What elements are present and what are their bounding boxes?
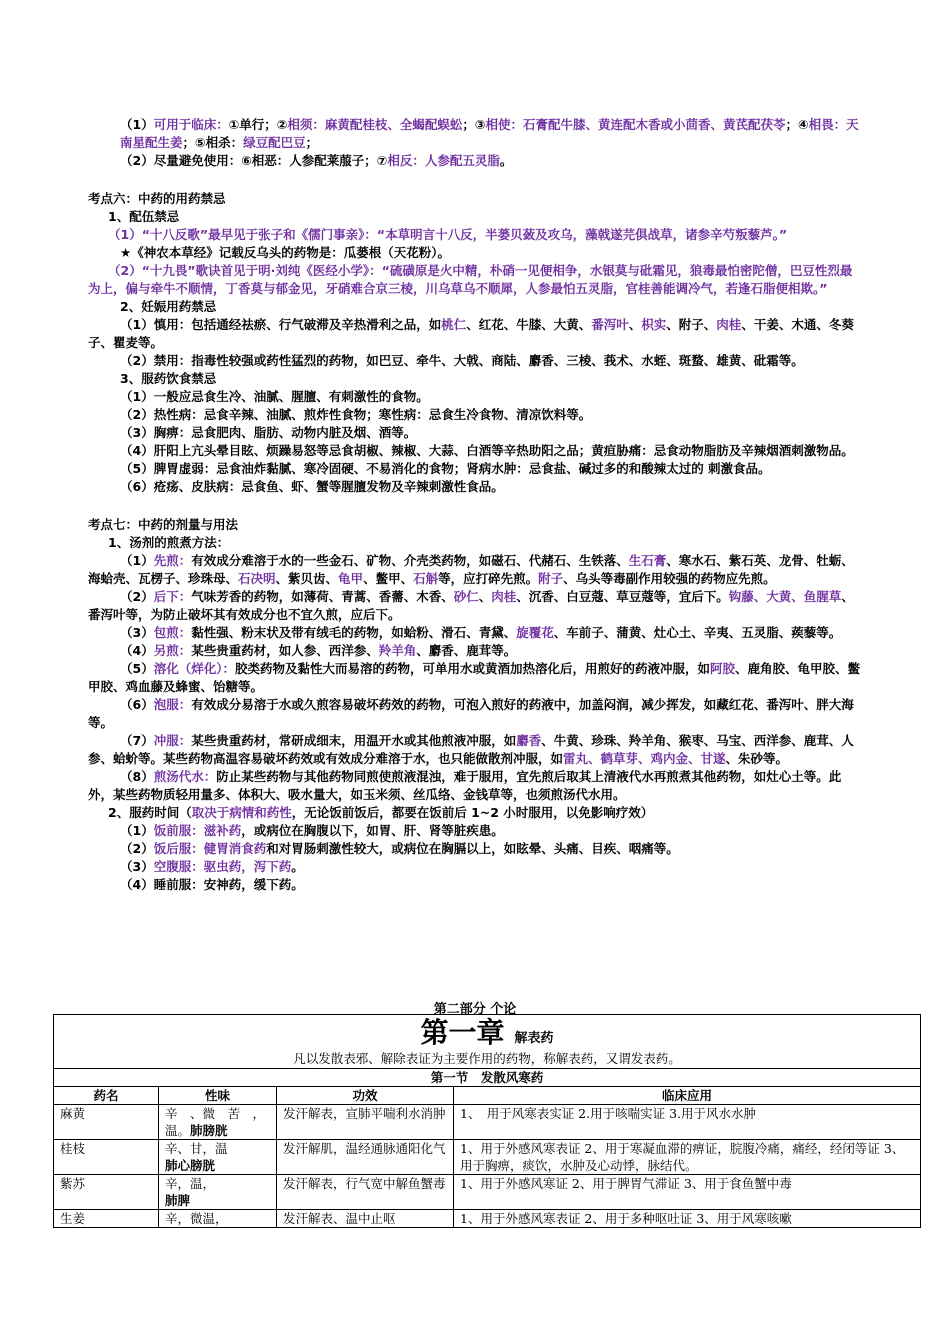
text: （1） [120, 823, 154, 838]
highlight: 另煎： [153, 643, 192, 658]
highlight: 桃仁 [441, 317, 467, 332]
paragraph [88, 552, 864, 588]
herb-use: 1、用于外感风寒表证 2、用于寒凝血滞的痹证，脘腹冷痛，痛经，经闭等证 3、用于胸痹，痰饮，水肿及心动悸，脉结代。 [454, 1140, 921, 1175]
highlight: 石决明 [238, 571, 276, 586]
herb-name: 紫苏 [54, 1175, 159, 1210]
header-cell: 临床应用 [454, 1087, 921, 1105]
highlight: 羚羊角 [378, 643, 417, 658]
highlight: 石斛 [413, 571, 439, 586]
text: （7） [120, 733, 154, 748]
table-row [54, 1140, 921, 1175]
paragraph: （5）脾胃虚弱：忌食油炸黏腻、寒冷固硬、不易消化的食物；肾病水肿：忌食盐、碱过多的和酸辣太过的 刺激食品。 [120, 461, 771, 476]
text: 、干姜、木通、冬葵子、瞿麦等。 [88, 317, 854, 350]
highlight: 饭前服：滋补药 [153, 823, 242, 838]
subheading: 1、汤剂的煎煮方法： [108, 535, 230, 550]
herb-taste [159, 1105, 277, 1140]
herb-taste [159, 1175, 277, 1210]
text: （2） [120, 589, 154, 604]
text: 、红花、牛膝、大黄、 [466, 317, 592, 332]
text: 、鳖甲、 [363, 571, 414, 586]
highlight: 麝香 [516, 733, 542, 748]
text: 、 [478, 589, 492, 604]
pairing-line-2 [88, 152, 864, 170]
text: 气味芳香的药物，如薄荷、青蒿、香薷、木香、 [191, 589, 454, 604]
text: （3） [120, 859, 154, 874]
highlight: 可用于临床： [153, 117, 229, 132]
paragraph [88, 822, 864, 840]
text: 和对胃肠刺激性较大，或病位在胸膈以上，如眩晕、头痛、目疾、咽痛等。 [266, 841, 679, 856]
highlight: 先煎： [153, 553, 192, 568]
paragraph [88, 660, 864, 696]
chapter-description: 凡以发散表邪、解除表证为主要作用的药物，称解表药，又谓发表药。 [293, 1051, 681, 1066]
paragraph [88, 858, 864, 876]
header-cell: 性味 [159, 1087, 277, 1105]
paragraph [88, 840, 864, 858]
chapter-title: 第一章 [420, 1016, 505, 1049]
paragraph [88, 316, 864, 352]
chapter-row [54, 1015, 921, 1069]
table-row [54, 1105, 921, 1140]
section-row [54, 1069, 921, 1087]
text: 、朱砂等。 [725, 751, 789, 766]
paragraph [88, 732, 864, 768]
text: 有效成分易溶于水或久煎容易破坏药效的药物，可泡入煎好的药液中，加盖闷润，减少挥发，如藏红花、番泻叶、胖大海等。 [88, 697, 854, 730]
highlight: 龟甲 [338, 571, 364, 586]
highlight: 相反：人参配五灵脂 [387, 153, 500, 168]
chapter-subtitle: 解表药 [514, 1031, 554, 1046]
meridian-text: 肺心膀胱 [165, 1158, 216, 1173]
text: 、紫贝齿、 [275, 571, 339, 586]
section-heading: 考点七：中药的剂量与用法 [88, 517, 239, 532]
highlight: 雷丸、鹤草芽、鸡内金、甘遂 [563, 751, 726, 766]
paragraph: ★《神农本草经》记载反乌头的药物是：瓜蒌根（天花粉）。 [120, 245, 450, 260]
text: 等，应打碎先煎。 [438, 571, 539, 586]
paragraph [88, 768, 864, 804]
text: ；③ [462, 117, 486, 132]
highlight: 阿胶 [709, 661, 735, 676]
highlight: 相使：石膏配牛膝、黄连配木香或小茴香、黄芪配茯苓 [485, 117, 786, 132]
text: 、乌头等毒副作用较强的药物应先煎。 [563, 571, 776, 586]
highlight: 附子 [538, 571, 564, 586]
subheading: 3、服药饮食禁忌 [120, 371, 217, 386]
text: 某些贵重药材，常研成细末，用温开水或其他煎液冲服，如 [191, 733, 517, 748]
highlight: 钩藤、大黄、鱼腥草 [728, 589, 842, 604]
table-row [54, 1210, 921, 1228]
herb-effect: 发汗解表、温中止呕 [277, 1210, 454, 1228]
highlight: 包煎： [153, 625, 192, 640]
herb-effect: 发汗解表，宣肺平喘利水消肿 [277, 1105, 454, 1140]
table-header [54, 1087, 921, 1105]
herb-use: 1、用于外感风寒证 2、用于脾胃气滞证 3、用于食鱼蟹中毒 [454, 1175, 921, 1210]
text: 、附子、 [666, 317, 717, 332]
text: 防止某些药物与其他药物同煎使煎液混浊，难于服用，宜先煎后取其上清液代水再煎煮其他药物，如灶心土等。此外，某些药物质轻用量多、体积大、吸水量大，如玉米须、丝瓜络、金钱草等，也须煎汤代水用。 [88, 769, 842, 802]
paragraph [88, 588, 864, 624]
text: 、牛黄、珍珠、羚羊角、猴枣、马宝、西洋参、鹿茸、人参、蛤蚧等。某些药物高温容易破坏药效或有效成分难溶于水，也只能做散剂冲服，如 [88, 733, 854, 766]
highlight: 相须：麻黄配桂枝、全蝎配蜈蚣 [287, 117, 463, 132]
highlight: 肉桂 [491, 589, 517, 604]
highlight: 煎汤代水： [153, 769, 217, 784]
text: 。 [291, 859, 304, 874]
herb-use: 1、用于外感风寒表证 2、用于多种呕吐证 3、用于风寒咳嗽 [454, 1210, 921, 1228]
text: （3） [120, 625, 154, 640]
paragraph: （4）睡前服：安神药，缓下药。 [120, 877, 304, 892]
paragraph: （3）胸痹：忌食肥肉、脂肪、动物内脏及烟、酒等。 [120, 425, 417, 440]
text: 、麝香、鹿茸等。 [416, 643, 517, 658]
herb-name: 生姜 [54, 1210, 159, 1228]
text: ①单行；② [228, 117, 288, 132]
chapter-cell [54, 1015, 921, 1069]
paragraph: （1）一般应忌食生冷、油腻、腥膻、有刺激性的食物。 [120, 389, 429, 404]
highlight: 绿豆配巴豆 [243, 135, 306, 150]
text: ； [305, 135, 319, 150]
text: （4） [120, 643, 154, 658]
highlight: 取决于病情和药性 [191, 805, 292, 820]
paragraph: （2）热性病：忌食辛辣、油腻、煎炸性食物；寒性病：忌食生冷食物、清凉饮料等。 [120, 407, 592, 422]
text: ；⑤相杀： [182, 135, 244, 150]
herb-effect: 发汗解肌，温经通脉通阳化气 [277, 1140, 454, 1175]
herb-effect: 发汗解表，行气宽中解鱼蟹毒 [277, 1175, 454, 1210]
highlight: 番泻叶 [591, 317, 629, 332]
text: 黏性强、粉末状及带有绒毛的药物，如蛤粉、滑石、青黛、 [191, 625, 517, 640]
subheading: 2、妊娠用药禁忌 [120, 299, 217, 314]
text: （6） [120, 697, 154, 712]
text: （2） [120, 841, 154, 856]
herb-use: 1、 用于风寒表实证 2.用于咳喘实证 3.用于风水水肿 [454, 1105, 921, 1140]
text: ，无论饭前饭后，都要在饭前后 1~2 小时服用，以免影响疗效） [291, 805, 654, 820]
section-title: 第一节 发散风寒药 [54, 1069, 921, 1087]
herb-name: 桂枝 [54, 1140, 159, 1175]
text: 、沉香、白豆蔻、草豆蔻等，宜后下。 [516, 589, 729, 604]
paragraph: （1）“十八反歌”最早见于张子和《儒门事亲》：“本草明言十八反，半蒌贝蔹及攻乌，藻戟遂芫俱战草，诸参辛芍叛藜芦。” [108, 227, 788, 242]
subheading: 1、配伍禁忌 [108, 209, 180, 224]
text: 有效成分难溶于水的一些金石、矿物、介壳类药物，如磁石、代赭石、生铁落、 [191, 553, 629, 568]
text: 、车前子、蒲黄、灶心土、辛夷、五灵脂、蒺藜等。 [553, 625, 842, 640]
highlight: 后下： [153, 589, 192, 604]
text: 、鹿角胶、龟甲胶、鳖甲胶、鸡血藤及蜂蜜、饴糖等。 [88, 661, 861, 694]
text: （1）慎用：包括通经祛瘀、行气破滞及辛热滑利之品，如 [120, 317, 442, 332]
highlight: 相畏：天南星配生姜 [120, 117, 859, 150]
paragraph: （4）肝阳上亢头晕目眩、烦躁易怒等忌食胡椒、辣椒、大蒜、白酒等辛热助阳之品；黄疸胁痛：忌食动物脂肪及辛辣烟酒刺激物品。 [120, 443, 854, 458]
highlight: 冲服： [153, 733, 192, 748]
herb-taste [159, 1140, 277, 1175]
herb-table [53, 1014, 921, 1228]
text: 。 [499, 153, 513, 168]
pairing-line-1 [88, 116, 864, 152]
text: （5） [120, 661, 154, 676]
header-cell: 药名 [54, 1087, 159, 1105]
highlight: 饭后服：健胃消食药 [153, 841, 267, 856]
paragraph [88, 696, 864, 732]
part-title: 第二部分 个论 [433, 1002, 517, 1017]
taste-text: 辛、甘，温 [165, 1141, 228, 1156]
text: （1） [120, 117, 154, 132]
taste-text: 辛 、微 苦 ，温。 [165, 1106, 266, 1138]
highlight: 溶化（烊化）： [153, 661, 235, 676]
herb-name: 麻黄 [54, 1105, 159, 1140]
meridian-text: 肺脾 [165, 1193, 191, 1208]
paragraph [88, 642, 864, 660]
highlight: 枳实 [641, 317, 667, 332]
taste-text: 辛，温， [165, 1176, 216, 1191]
highlight: 砂仁 [453, 589, 479, 604]
herb-taste: 辛，微温， [159, 1210, 277, 1228]
paragraph: （2）禁用：指毒性较强或药性猛烈的药物，如巴豆、牵牛、大戟、商陆、麝香、三棱、莪术、水蛭、斑蝥、雄黄、砒霜等。 [120, 353, 804, 368]
document-body [88, 116, 864, 894]
text: 2、服药时间（ [108, 805, 192, 820]
paragraph: （2）“十九畏”歌诀首见于明·刘纯《医经小学》：“硫磺原是火中精，朴硝一见便相争，水银莫与砒霜见，狼毒最怕密陀僧，巴豆性烈最为上，偏与牵牛不顺情，丁香莫与郁金见，牙硝难合京三棱，川乌草乌不顺犀，人参最怕五灵脂，官桂善能调冷气，若逢石脂便相欺。” [88, 263, 853, 296]
text: （8） [120, 769, 154, 784]
text: 、 [628, 317, 642, 332]
text: 、番泻叶等，为防止破坏其有效成分也不宜久煎，应后下。 [88, 589, 854, 622]
highlight: 肉桂 [716, 317, 742, 332]
text: ，或病位在胸腹以下，如胃、肝、肾等脏疾患。 [241, 823, 504, 838]
table-row [54, 1175, 921, 1210]
header-cell: 功效 [277, 1087, 454, 1105]
highlight: 生石膏 [628, 553, 667, 568]
text: 、寒水石、紫石英、龙骨、牡蛎、海蛤壳、瓦楞子、珍珠母、 [88, 553, 854, 586]
text: 某些贵重药材，如人参、西洋参、 [191, 643, 379, 658]
highlight: 空腹服：驱虫药，泻下药 [153, 859, 292, 874]
text: （2）尽量避免使用：⑥相恶：人参配莱菔子；⑦ [120, 153, 388, 168]
section-heading: 考点六：中药的用药禁忌 [88, 191, 226, 206]
highlight: 泡服： [153, 697, 192, 712]
text: 胶类药物及黏性大而易溶的药物，可单用水或黄酒加热溶化后，用煎好的药液冲服，如 [234, 661, 710, 676]
highlight: 旋覆花 [516, 625, 554, 640]
text: （1） [120, 553, 154, 568]
meridian-text: 肺膀胱 [190, 1123, 228, 1138]
text: ；④ [785, 117, 809, 132]
paragraph: （6）疮疡、皮肤病：忌食鱼、虾、蟹等腥膻发物及辛辣刺激性食品。 [120, 479, 504, 494]
paragraph [88, 624, 864, 642]
subheading [88, 804, 864, 822]
